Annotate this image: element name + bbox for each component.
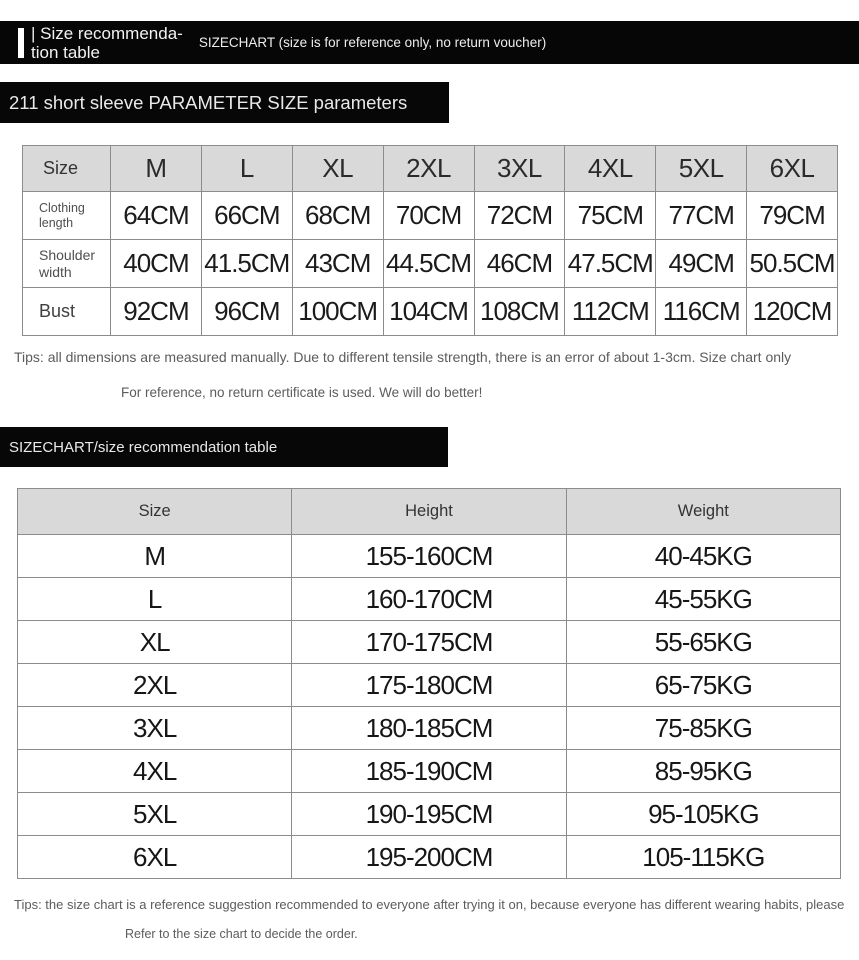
size-col-header: 2XL bbox=[383, 146, 474, 192]
measure-cell: 108CM bbox=[474, 288, 565, 336]
col-header-weight: Weight bbox=[566, 489, 840, 535]
measure-cell: 104CM bbox=[383, 288, 474, 336]
size-recommendation-table bbox=[17, 488, 841, 879]
white-marker-bar bbox=[18, 28, 24, 58]
col-header-size: Size bbox=[18, 489, 292, 535]
header-subtitle: SIZECHART (size is for reference only, no return voucher) bbox=[198, 35, 547, 50]
parameter-tips-line1: Tips: all dimensions are measured manually. Due to different tensile strength, there is an error of about 1-3cm. Size chart only bbox=[14, 349, 792, 365]
measure-cell: 50.5CM bbox=[747, 240, 838, 288]
size-col-header: XL bbox=[292, 146, 383, 192]
table-row bbox=[18, 664, 841, 707]
header-title bbox=[31, 24, 183, 62]
table-row bbox=[18, 793, 841, 836]
size-cell: XL bbox=[18, 621, 292, 664]
weight-cell: 45-55KG bbox=[566, 578, 840, 621]
table-row bbox=[18, 578, 841, 621]
measure-cell: 92CM bbox=[111, 288, 202, 336]
measure-cell: 75CM bbox=[565, 192, 656, 240]
size-cell: 4XL bbox=[18, 750, 292, 793]
measure-cell: 79CM bbox=[747, 192, 838, 240]
parameter-size-banner: 211 short sleeve PARAMETER SIZE parameters bbox=[0, 82, 449, 123]
parameter-tips-line2: For reference, no return certificate is used. We will do better! bbox=[121, 385, 483, 400]
row-label: Shoulder width bbox=[23, 240, 111, 288]
size-cell: 6XL bbox=[18, 836, 292, 879]
size-col-header: 3XL bbox=[474, 146, 565, 192]
parameter-table-header-row bbox=[23, 146, 838, 192]
measure-cell: 64CM bbox=[111, 192, 202, 240]
sizechart-banner: SIZECHART/size recommendation table bbox=[0, 427, 448, 467]
measure-cell: 100CM bbox=[292, 288, 383, 336]
height-cell: 190-195CM bbox=[292, 793, 566, 836]
measure-cell: 46CM bbox=[474, 240, 565, 288]
table-row-bust bbox=[23, 288, 838, 336]
table-row bbox=[18, 750, 841, 793]
recommendation-table-header-row bbox=[18, 489, 841, 535]
height-cell: 175-180CM bbox=[292, 664, 566, 707]
weight-cell: 65-75KG bbox=[566, 664, 840, 707]
col-header-height: Height bbox=[292, 489, 566, 535]
height-cell: 160-170CM bbox=[292, 578, 566, 621]
size-col-header: L bbox=[201, 146, 292, 192]
height-cell: 180-185CM bbox=[292, 707, 566, 750]
row-label: Clothing length bbox=[23, 192, 111, 240]
recommendation-tips-line2: Refer to the size chart to decide the order. bbox=[125, 927, 358, 941]
weight-cell: 40-45KG bbox=[566, 535, 840, 578]
size-cell: L bbox=[18, 578, 292, 621]
table-row-shoulder-width bbox=[23, 240, 838, 288]
size-corner-label: Size bbox=[23, 146, 111, 192]
table-row-clothing-length bbox=[23, 192, 838, 240]
weight-cell: 85-95KG bbox=[566, 750, 840, 793]
measure-cell: 47.5CM bbox=[565, 240, 656, 288]
table-row bbox=[18, 535, 841, 578]
measure-cell: 41.5CM bbox=[201, 240, 292, 288]
header-bar bbox=[0, 21, 859, 64]
size-col-header: 6XL bbox=[747, 146, 838, 192]
measure-cell: 66CM bbox=[201, 192, 292, 240]
height-cell: 185-190CM bbox=[292, 750, 566, 793]
header-title-line1: | Size recommenda- bbox=[31, 23, 183, 43]
size-cell: 2XL bbox=[18, 664, 292, 707]
measure-cell: 120CM bbox=[747, 288, 838, 336]
table-row bbox=[18, 621, 841, 664]
measure-cell: 43CM bbox=[292, 240, 383, 288]
measure-cell: 116CM bbox=[656, 288, 747, 336]
measure-cell: 40CM bbox=[111, 240, 202, 288]
weight-cell: 95-105KG bbox=[566, 793, 840, 836]
measure-cell: 70CM bbox=[383, 192, 474, 240]
parameter-size-table bbox=[22, 145, 838, 336]
size-col-header: 4XL bbox=[565, 146, 656, 192]
header-title-line2: tion table bbox=[31, 42, 100, 62]
size-col-header: 5XL bbox=[656, 146, 747, 192]
measure-cell: 44.5CM bbox=[383, 240, 474, 288]
size-col-header: M bbox=[111, 146, 202, 192]
size-cell: 3XL bbox=[18, 707, 292, 750]
size-cell: 5XL bbox=[18, 793, 292, 836]
height-cell: 195-200CM bbox=[292, 836, 566, 879]
size-cell: M bbox=[18, 535, 292, 578]
measure-cell: 77CM bbox=[656, 192, 747, 240]
measure-cell: 96CM bbox=[201, 288, 292, 336]
row-label: Bust bbox=[23, 288, 111, 336]
measure-cell: 68CM bbox=[292, 192, 383, 240]
recommendation-tips-line1: Tips: the size chart is a reference suggestion recommended to everyone after trying it on, because everyone has different wearing habits, please bbox=[14, 897, 845, 912]
table-row bbox=[18, 836, 841, 879]
weight-cell: 55-65KG bbox=[566, 621, 840, 664]
weight-cell: 75-85KG bbox=[566, 707, 840, 750]
measure-cell: 112CM bbox=[565, 288, 656, 336]
height-cell: 170-175CM bbox=[292, 621, 566, 664]
measure-cell: 72CM bbox=[474, 192, 565, 240]
height-cell: 155-160CM bbox=[292, 535, 566, 578]
table-row bbox=[18, 707, 841, 750]
measure-cell: 49CM bbox=[656, 240, 747, 288]
weight-cell: 105-115KG bbox=[566, 836, 840, 879]
